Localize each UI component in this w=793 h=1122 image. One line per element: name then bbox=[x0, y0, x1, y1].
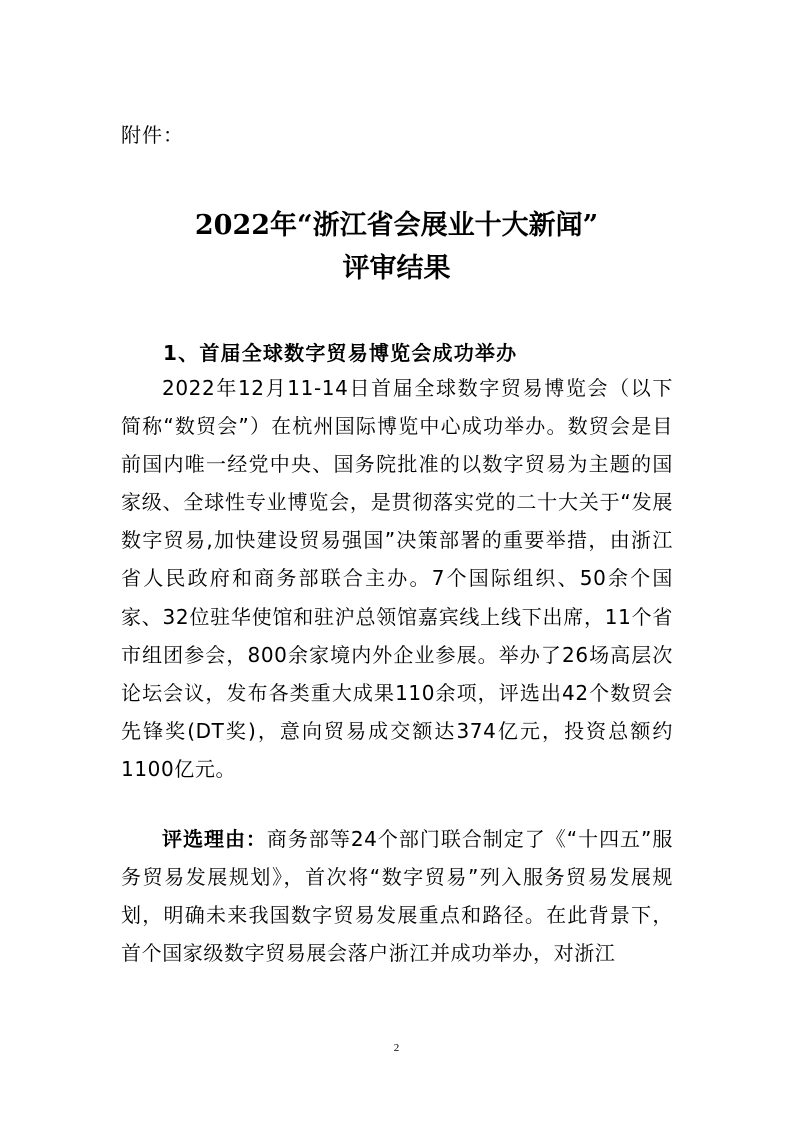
section-heading: 1、首届全球数字贸易博览会成功举办 bbox=[163, 341, 518, 365]
document-title-line-2: 评审结果 bbox=[342, 253, 451, 284]
selection-reason-text: 商务部等24个部门联合制定了《“十四五”服务贸易发展规划》，首次将“数字贸易”列入服务贸易发展规划，明确未来我国数字贸易发展重点和路径。在此背景下，首个国家级数字贸易展会落户浙江并成功举办，对浙江 bbox=[121, 827, 673, 966]
selection-reason-label: 评选理由： bbox=[162, 827, 267, 851]
selection-reason-paragraph bbox=[121, 820, 673, 972]
page-number: 2 bbox=[393, 1042, 400, 1054]
document-title-line-1: 2022年“浙江省会展业十大新闻” bbox=[194, 210, 599, 241]
attachment-label: 附件： bbox=[121, 123, 184, 147]
body-paragraph-1: 2022年12月11-14日首届全球数字贸易博览会（以下简称“数贸会”）在杭州国际博览中心成功举办。数贸会是目前国内唯一经党中央、国务院批准的以数字贸易为主题的国家级、全球性专业博览会，是贯彻落实党的二十大关于“发展数字贸易,加快建设贸易强国”决策部署的重要举措，由浙江省人民政府和商务部联合主办。7个国际组织、50余个国家、32位驻华使馆和驻沪总领馆嘉宾线上线下出席，11个省市组团参会，800余家境内外企业参展。举办了26场高层次论坛会议，发布各类重大成果110余项，评选出42个数贸会先锋奖(DT奖)，意向贸易成交额达374亿元，投资总额约1100亿元。 bbox=[121, 376, 673, 781]
